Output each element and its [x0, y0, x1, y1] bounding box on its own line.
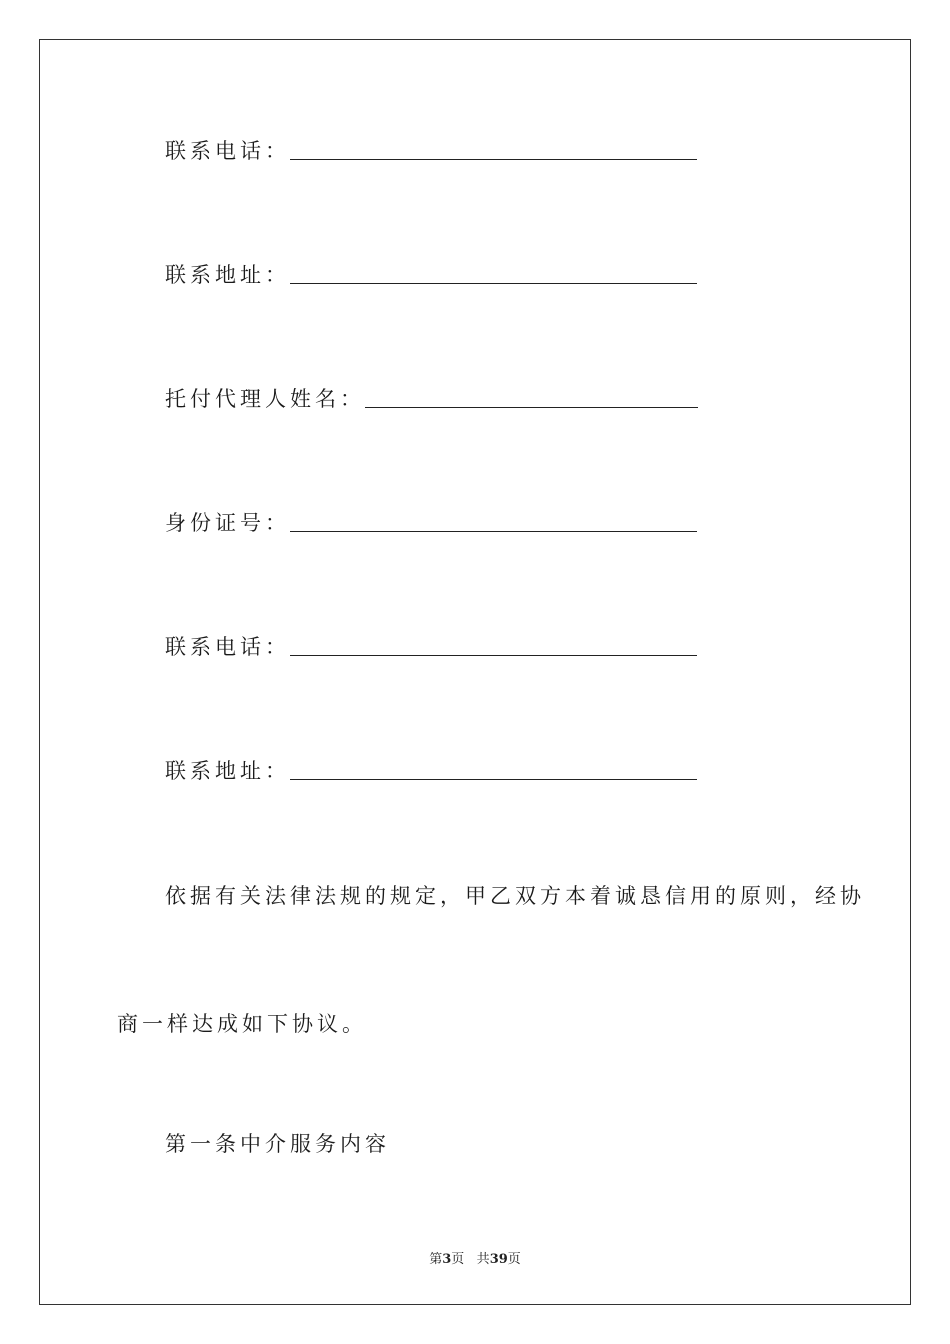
contact-phone-field — [165, 134, 697, 164]
page-footer — [0, 1248, 950, 1267]
field-label: 联系地址： — [165, 759, 290, 783]
field-label: 联系电话： — [165, 635, 290, 659]
contact-address-field — [165, 258, 697, 288]
agent-contact-phone-field — [165, 630, 697, 660]
id-number-field — [165, 506, 697, 536]
paragraph-line-2: 商一样达成如下协议。 — [117, 1012, 367, 1036]
field-label: 联系地址： — [165, 263, 290, 287]
field-label: 联系电话： — [165, 139, 290, 163]
blank-line[interactable] — [290, 505, 697, 532]
page-number: 3 — [442, 1252, 452, 1267]
field-label: 托付代理人姓名： — [165, 387, 365, 411]
blank-line[interactable] — [290, 133, 697, 160]
footer-prefix: 第 — [429, 1252, 443, 1267]
blank-line[interactable] — [365, 381, 698, 408]
page-border — [39, 39, 911, 1305]
field-label: 身份证号： — [165, 511, 290, 535]
agent-name-field — [165, 382, 698, 412]
footer-page-suffix: 页 — [451, 1252, 465, 1267]
blank-line[interactable] — [290, 753, 697, 780]
blank-line[interactable] — [290, 629, 697, 656]
total-pages: 39 — [489, 1252, 508, 1267]
footer-total-prefix: 共 — [476, 1252, 490, 1267]
paragraph-line-1: 依据有关法律法规的规定，甲乙双方本着诚恳信用的原则，经协 — [165, 884, 865, 908]
agent-contact-address-field — [165, 754, 697, 784]
footer-total-suffix: 页 — [507, 1252, 521, 1267]
section-title: 第一条中介服务内容 — [165, 1132, 390, 1156]
blank-line[interactable] — [290, 257, 697, 284]
